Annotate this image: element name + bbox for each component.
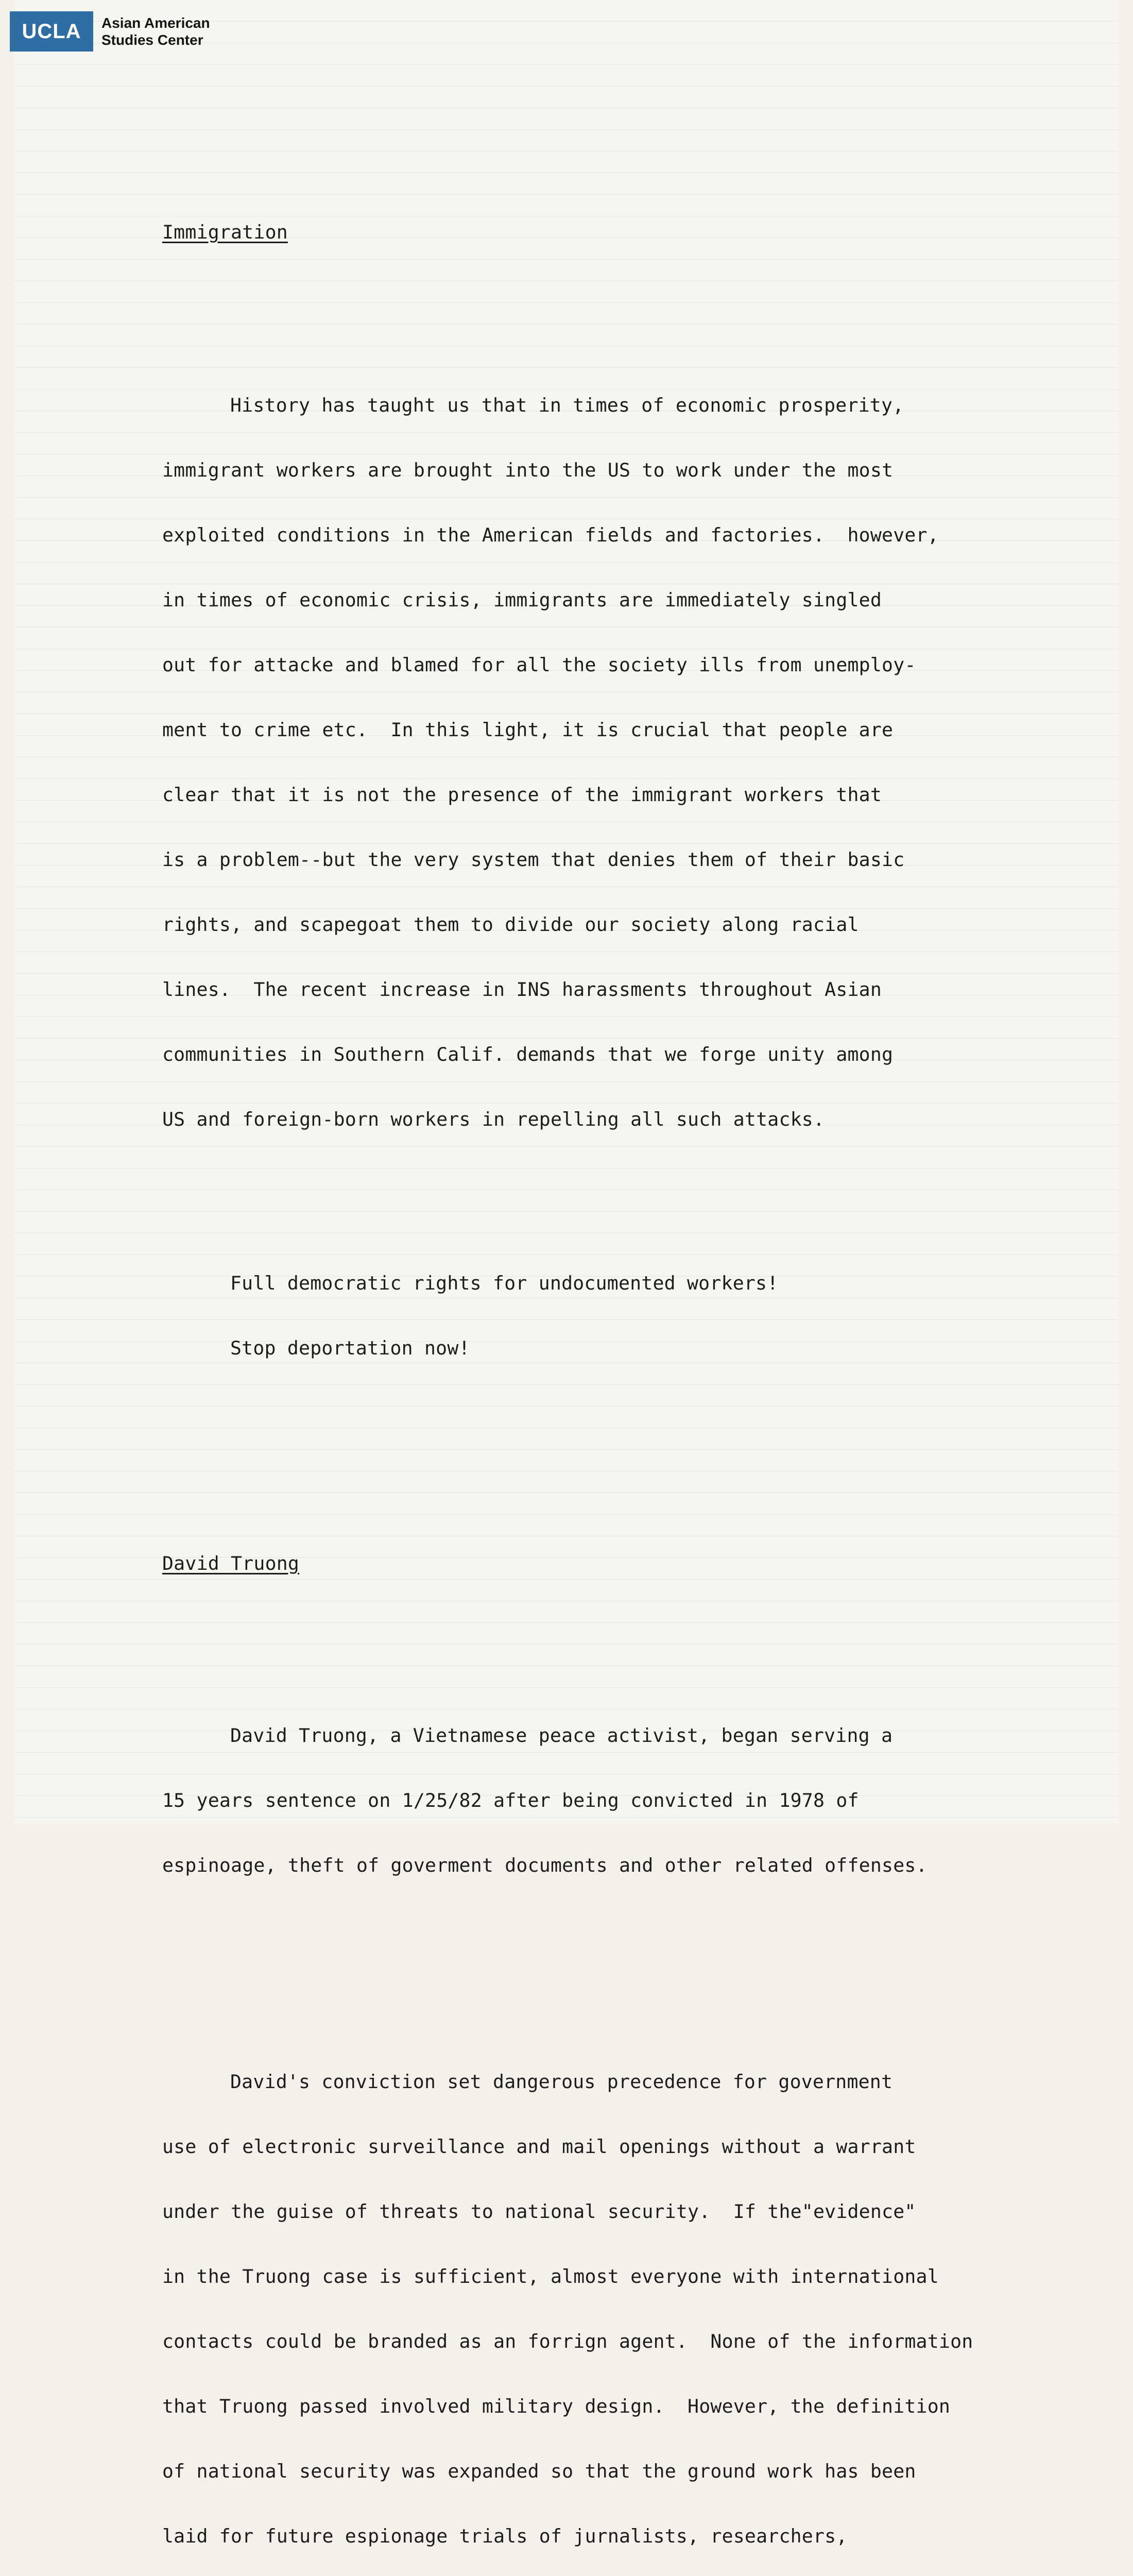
immigration-line: History has taught us that in times of economic prosperity, [230, 394, 904, 416]
immigration-line: in times of economic crisis, immigrants are immediately singled [162, 589, 882, 611]
truong-line: use of electronic surveillance and mail openings without a warrant [162, 2136, 916, 2158]
immigration-line: communities in Southern Calif. demands that we forge unity among [162, 1043, 894, 1065]
truong-paragraph-2 [162, 2028, 1115, 2576]
truong-line: in the Truong case is sufficient, almost everyone with international [162, 2265, 939, 2287]
typed-document [162, 135, 1115, 2576]
immigration-line: ment to crime etc. In this light, it is crucial that people are [162, 719, 894, 741]
immigration-line: immigrant workers are brought into the US to work under the most [162, 459, 894, 481]
truong-line: 15 years sentence on 1/25/82 after being convicted in 1978 of [162, 1789, 859, 1811]
org-name-line1: Asian American [101, 15, 210, 31]
truong-line: espinoage, theft of goverment documents and other related offenses. [162, 1854, 928, 1876]
immigration-line: clear that it is not the presence of the immigrant workers that [162, 784, 882, 806]
immigration-heading: Immigration [162, 221, 288, 243]
truong-line: David's conviction set dangerous precedence for government [230, 2071, 893, 2093]
ucla-logo [10, 11, 210, 52]
immigration-line: lines. The recent increase in INS harassments throughout Asian [162, 978, 882, 1001]
immigration-line: US and foreign-born workers in repelling all such attacks. [162, 1108, 825, 1130]
immigration-line: is a problem--but the very system that denies them of their basic [162, 849, 905, 871]
immigration-line: rights, and scapegoat them to divide our society along racial [162, 913, 859, 936]
truong-paragraph-1 [162, 1682, 1115, 1920]
immigration-slogan: Full democratic rights for undocumented workers! [230, 1272, 779, 1294]
truong-line: laid for future espionage trials of jurnalists, researchers, [162, 2525, 848, 2547]
truong-line: of national security was expanded so that the ground work has been [162, 2460, 916, 2482]
truong-heading: David Truong [162, 1552, 300, 1574]
truong-line: David Truong, a Vietnamese peace activist, began serving a [230, 1724, 893, 1747]
ucla-logo-box: UCLA [10, 11, 93, 52]
immigration-paragraph [162, 351, 1115, 1174]
org-name-line2: Studies Center [101, 32, 203, 48]
immigration-line: exploited conditions in the American fields and factories. however, [162, 524, 939, 546]
org-name [101, 14, 210, 48]
truong-line: under the guise of threats to national security. If the"evidence" [162, 2200, 916, 2223]
immigration-line: out for attacke and blamed for all the society ills from unemploy- [162, 654, 916, 676]
truong-line: that Truong passed involved military design. However, the definition [162, 2395, 951, 2417]
immigration-slogan: Stop deportation now! [230, 1337, 470, 1359]
truong-line: contacts could be branded as an forrign agent. None of the information [162, 2330, 973, 2352]
